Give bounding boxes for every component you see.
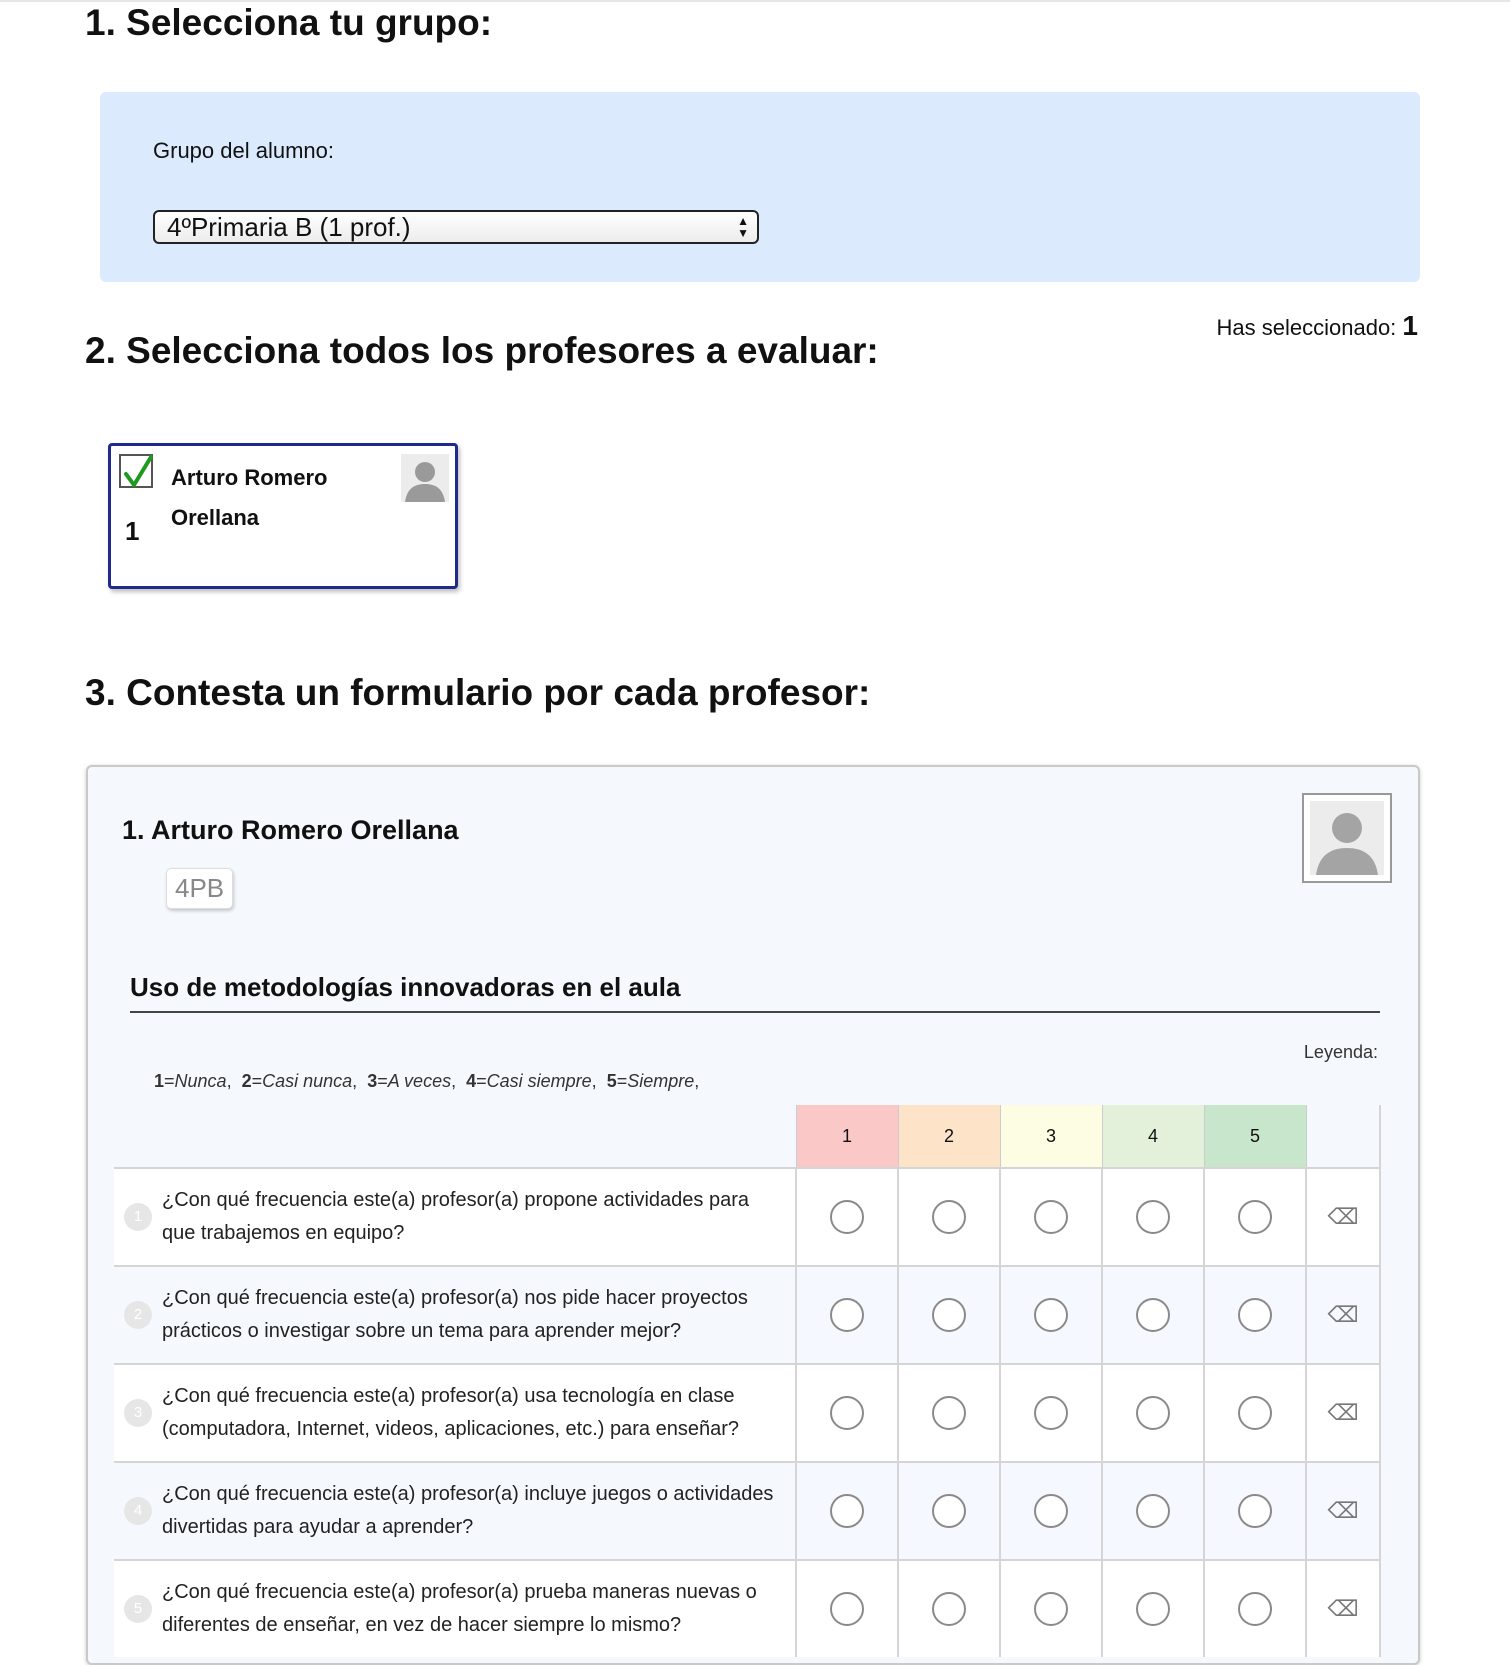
question-cell xyxy=(114,1364,796,1462)
teacher-card-name: Arturo Romero Orellana xyxy=(171,465,328,530)
legend-key: 1 xyxy=(154,1071,165,1091)
avatar xyxy=(401,454,449,502)
radio-option-2[interactable] xyxy=(932,1298,966,1332)
person-silhouette-icon xyxy=(1310,801,1384,875)
scale-header-row xyxy=(114,1105,1380,1168)
legend-text: Nunca xyxy=(174,1071,227,1091)
option-cell xyxy=(1102,1266,1204,1364)
teacher-checkbox[interactable] xyxy=(119,454,153,488)
question-number: 2 xyxy=(124,1301,152,1329)
evaluation-form xyxy=(86,765,1420,1665)
question-number: 3 xyxy=(124,1399,152,1427)
option-cell xyxy=(796,1266,898,1364)
question-cell xyxy=(114,1266,796,1364)
option-cell xyxy=(796,1364,898,1462)
question-cell xyxy=(114,1168,796,1266)
scale-header-3: 3 xyxy=(1000,1105,1102,1168)
table-row xyxy=(114,1266,1380,1364)
legend-key: 4 xyxy=(466,1071,477,1091)
option-cell xyxy=(898,1266,1000,1364)
group-select[interactable] xyxy=(153,210,759,244)
option-cell xyxy=(1102,1560,1204,1657)
radio-option-1[interactable] xyxy=(830,1396,864,1430)
clear-cell xyxy=(1306,1462,1380,1560)
option-cell xyxy=(1000,1168,1102,1266)
question-text: ¿Con qué frecuencia este(a) profesor(a) usa tecnología en clase (computadora, Internet, videos, aplicaciones, etc.) para enseñar? xyxy=(162,1385,739,1440)
legend-key: 3 xyxy=(367,1071,378,1091)
section-title: Uso de metodologías innovadoras en el aula xyxy=(130,972,681,1002)
clear-cell xyxy=(1306,1560,1380,1657)
radio-option-5[interactable] xyxy=(1238,1396,1272,1430)
radio-option-3[interactable] xyxy=(1034,1494,1068,1528)
option-cell xyxy=(1102,1168,1204,1266)
legend: 1=Nunca, 2=Casi nunca, 3=A veces, 4=Casi siempre, 5=Siempre, xyxy=(154,1071,700,1091)
radio-option-3[interactable] xyxy=(1034,1592,1068,1626)
step-2-heading: 2. Selecciona todos los profesores a evaluar: xyxy=(85,330,879,371)
radio-option-2[interactable] xyxy=(932,1200,966,1234)
option-cell xyxy=(1000,1364,1102,1462)
radio-option-5[interactable] xyxy=(1238,1592,1272,1626)
scale-header-2: 2 xyxy=(898,1105,1000,1168)
option-cell xyxy=(796,1462,898,1560)
radio-option-4[interactable] xyxy=(1136,1396,1170,1430)
selection-count: 1 xyxy=(1402,310,1418,341)
questions-table xyxy=(114,1105,1381,1657)
option-cell xyxy=(1000,1266,1102,1364)
radio-option-5[interactable] xyxy=(1238,1298,1272,1332)
scale-header-5: 5 xyxy=(1204,1105,1306,1168)
radio-option-1[interactable] xyxy=(830,1592,864,1626)
question-text: ¿Con qué frecuencia este(a) profesor(a) nos pide hacer proyectos prácticos o investigar sobre un tema para aprender mejor? xyxy=(162,1287,748,1342)
step-3-heading: 3. Contesta un formulario por cada profesor: xyxy=(85,672,871,713)
option-cell xyxy=(796,1560,898,1657)
radio-option-3[interactable] xyxy=(1034,1396,1068,1430)
form-teacher-title: 1. Arturo Romero Orellana xyxy=(122,815,459,845)
option-cell xyxy=(1204,1266,1306,1364)
clear-answer-icon[interactable]: ⌫ xyxy=(1327,1498,1359,1523)
radio-option-5[interactable] xyxy=(1238,1200,1272,1234)
option-cell xyxy=(1204,1462,1306,1560)
legend-title: Leyenda: xyxy=(1303,1042,1378,1062)
option-cell xyxy=(1204,1168,1306,1266)
teacher-card[interactable] xyxy=(108,443,458,589)
clear-answer-icon[interactable]: ⌫ xyxy=(1327,1204,1359,1229)
option-cell xyxy=(898,1364,1000,1462)
person-silhouette-icon xyxy=(401,454,449,502)
radio-option-5[interactable] xyxy=(1238,1494,1272,1528)
teacher-card-number: 1 xyxy=(125,516,140,546)
question-cell xyxy=(114,1462,796,1560)
option-cell xyxy=(898,1560,1000,1657)
teacher-avatar xyxy=(1302,793,1392,883)
option-cell xyxy=(1102,1364,1204,1462)
question-cell xyxy=(114,1560,796,1657)
radio-option-4[interactable] xyxy=(1136,1494,1170,1528)
legend-key: 5 xyxy=(606,1071,617,1091)
radio-option-2[interactable] xyxy=(932,1592,966,1626)
select-arrows-icon: ▲ ▼ xyxy=(737,214,749,240)
table-row xyxy=(114,1560,1380,1657)
radio-option-2[interactable] xyxy=(932,1396,966,1430)
option-cell xyxy=(796,1168,898,1266)
option-cell xyxy=(1102,1462,1204,1560)
clear-cell xyxy=(1306,1364,1380,1462)
radio-option-1[interactable] xyxy=(830,1200,864,1234)
scale-header-1: 1 xyxy=(796,1105,898,1168)
question-number: 4 xyxy=(124,1497,152,1525)
header-blank xyxy=(114,1105,796,1168)
radio-option-4[interactable] xyxy=(1136,1200,1170,1234)
radio-option-4[interactable] xyxy=(1136,1592,1170,1626)
radio-option-3[interactable] xyxy=(1034,1298,1068,1332)
clear-answer-icon[interactable]: ⌫ xyxy=(1327,1400,1359,1425)
selection-counter xyxy=(1217,310,1418,342)
radio-option-1[interactable] xyxy=(830,1298,864,1332)
question-number: 5 xyxy=(124,1595,152,1623)
clear-cell xyxy=(1306,1266,1380,1364)
table-row xyxy=(114,1168,1380,1266)
option-cell xyxy=(1000,1462,1102,1560)
table-row xyxy=(114,1364,1380,1462)
checkmark-icon xyxy=(121,454,155,490)
legend-text: Siempre xyxy=(627,1071,695,1091)
clear-cell xyxy=(1306,1168,1380,1266)
clear-answer-icon[interactable]: ⌫ xyxy=(1327,1302,1359,1327)
group-tag: 4PB xyxy=(166,868,233,909)
section-divider xyxy=(130,1011,1380,1013)
legend-text: A veces xyxy=(387,1071,452,1091)
option-cell xyxy=(1204,1560,1306,1657)
radio-option-3[interactable] xyxy=(1034,1200,1068,1234)
option-cell xyxy=(1204,1364,1306,1462)
selection-label: Has seleccionado: xyxy=(1216,315,1397,340)
legend-text: Casi nunca xyxy=(262,1071,353,1091)
question-number: 1 xyxy=(124,1203,152,1231)
header-clear xyxy=(1306,1105,1380,1168)
question-text: ¿Con qué frecuencia este(a) profesor(a) prueba maneras nuevas o diferentes de enseñar, en vez de hacer siempre lo mismo? xyxy=(162,1581,757,1636)
question-text: ¿Con qué frecuencia este(a) profesor(a) incluye juegos o actividades divertidas para ayudar a aprender? xyxy=(162,1483,774,1538)
group-label: Grupo del alumno: xyxy=(153,138,334,163)
option-cell xyxy=(1000,1560,1102,1657)
option-cell xyxy=(898,1168,1000,1266)
legend-key: 2 xyxy=(241,1071,252,1091)
table-row xyxy=(114,1462,1380,1560)
question-text: ¿Con qué frecuencia este(a) profesor(a) propone actividades para que trabajemos en equipo? xyxy=(162,1189,749,1244)
radio-option-1[interactable] xyxy=(830,1494,864,1528)
group-panel xyxy=(100,92,1420,282)
radio-option-2[interactable] xyxy=(932,1494,966,1528)
legend-text: Casi siempre xyxy=(486,1071,592,1091)
clear-answer-icon[interactable]: ⌫ xyxy=(1327,1596,1359,1621)
step-1-heading: 1. Selecciona tu grupo: xyxy=(85,2,493,43)
option-cell xyxy=(898,1462,1000,1560)
radio-option-4[interactable] xyxy=(1136,1298,1170,1332)
scale-header-4: 4 xyxy=(1102,1105,1204,1168)
group-select-value: 4ºPrimaria B (1 prof.) xyxy=(167,212,411,242)
